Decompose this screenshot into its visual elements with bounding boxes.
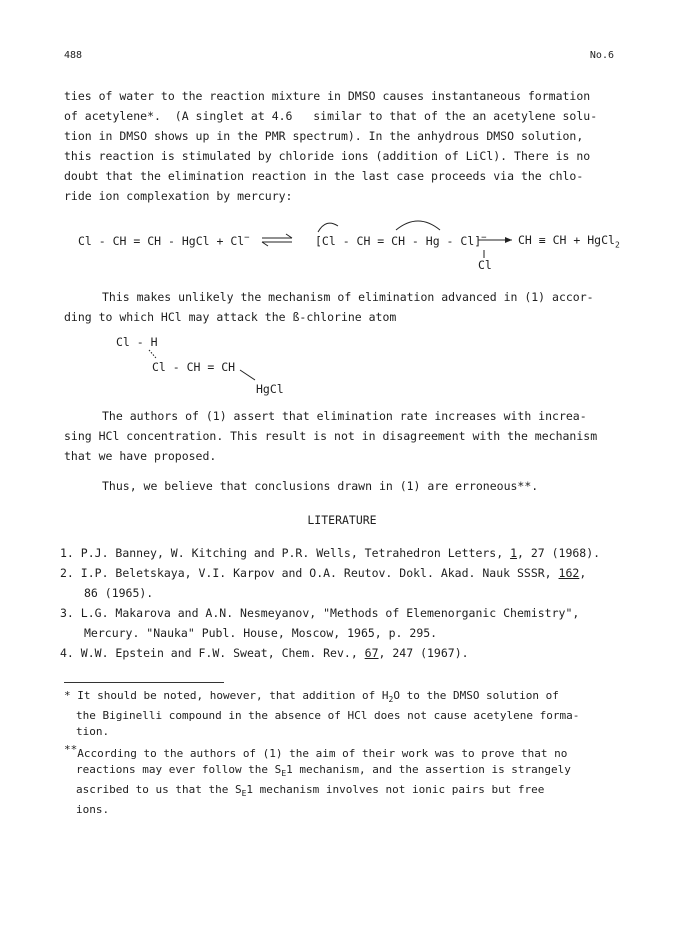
footnote-line: ascribed to us that the $S_E1$ mechanism involves not ionic pairs but free bbox=[76, 783, 545, 799]
curved-arrow-1 bbox=[318, 223, 338, 232]
arrow-head bbox=[262, 242, 268, 246]
text-line: The authors of (1) assert that elimination rate increases with increa- bbox=[102, 409, 587, 423]
footnote-line: ions. bbox=[76, 803, 110, 817]
reference-4: 4. W.W. Epstein and F.W. Sweat, Chem. Rev., 67, 247 (1967). bbox=[60, 646, 469, 660]
text-line: this reaction is stimulated by chloride ions (addition of LiCl). There is no bbox=[64, 149, 591, 163]
arrow-head bbox=[505, 237, 512, 243]
equation-intermediate: [Cl - CH = CH - Hg - Cl]− bbox=[315, 233, 487, 248]
footnote-line: * It should be noted, however, that addition of $H_2O$ to the DMSO solution of bbox=[64, 689, 559, 705]
text-line: ties of water to the reaction mixture in DMSO causes instantaneous formation bbox=[64, 89, 591, 103]
hgcl-fragment: HgCl bbox=[256, 382, 284, 396]
page-number: 488 bbox=[64, 50, 83, 61]
paragraph-4 bbox=[64, 476, 620, 496]
paragraph-3 bbox=[64, 406, 620, 466]
text-line: ding to which HCl may attack the ß-chlorine atom bbox=[64, 310, 397, 324]
text-line: tion in DMSO shows up in the PMR spectrum). In the anhydrous DMSO solution, bbox=[64, 129, 584, 143]
hcl-fragment: Cl - H bbox=[116, 335, 158, 349]
footnote-line: reactions may ever follow the $S_E1$ mechanism, and the assertion is strangely bbox=[76, 763, 571, 779]
literature-heading: LITERATURE bbox=[307, 513, 377, 527]
reference-3-continued: Mercury. "Nauka" Publ. House, Moscow, 1965, p. 295. bbox=[84, 626, 438, 640]
reference-2: 2. I.P. Beletskaya, V.I. Karpov and O.A. Reutov. Dokl. Akad. Nauk SSSR, 162, bbox=[60, 566, 587, 580]
reference-3: 3. L.G. Makarova and A.N. Nesmeyanov, "Methods of Elemenorganic Chemistry", bbox=[60, 606, 580, 620]
footnote-line: tion. bbox=[76, 725, 110, 739]
footnote-1 bbox=[64, 688, 624, 740]
issue-number: No.6 bbox=[589, 50, 614, 61]
equation-reactant: Cl - CH = CH - HgCl + Cl− bbox=[78, 233, 250, 248]
hcl-dotted-bond bbox=[149, 350, 156, 358]
text-line: of acetylene*. (A singlet at 4.6 similar to that of the an acetylene solu- bbox=[64, 109, 598, 123]
reference-list bbox=[60, 543, 626, 663]
hg-chloride-substituent: Cl bbox=[478, 258, 492, 272]
text-line: sing HCl concentration. This result is not in disagreement with the mechanism bbox=[64, 429, 598, 443]
vinyl-chain: Cl - CH = CH bbox=[152, 360, 236, 374]
text-line: that we have proposed. bbox=[64, 449, 217, 463]
arrow-head bbox=[286, 234, 292, 238]
text-line: ride ion complexation by mercury: bbox=[64, 189, 293, 203]
text-line: This makes unlikely the mechanism of elimination advanced in (1) accor- bbox=[102, 290, 594, 304]
footnote-line: **According to the authors of (1) the aim of their work was to prove that no bbox=[64, 743, 568, 760]
footnote-2 bbox=[64, 742, 624, 818]
equation-product: CH ≡ CH + HgCl$_2$ bbox=[518, 233, 620, 250]
footnote-line: the Biginelli compound in the absence of HCl does not cause acetylene forma- bbox=[76, 709, 580, 723]
text-line: doubt that the elimination reaction in the last case proceeds via the chlo- bbox=[64, 169, 584, 183]
footnote-divider bbox=[64, 682, 224, 683]
curved-arrow-2 bbox=[396, 221, 440, 230]
ch-hgcl-bond bbox=[240, 370, 255, 380]
paragraph-2 bbox=[64, 287, 620, 327]
reference-1: 1. P.J. Banney, W. Kitching and P.R. Wells, Tetrahedron Letters, 1, 27 (1968). bbox=[60, 546, 601, 560]
text-line: Thus, we believe that conclusions drawn in (1) are erroneous**. bbox=[102, 479, 539, 493]
reference-2-continued: 86 (1965). bbox=[84, 586, 154, 600]
